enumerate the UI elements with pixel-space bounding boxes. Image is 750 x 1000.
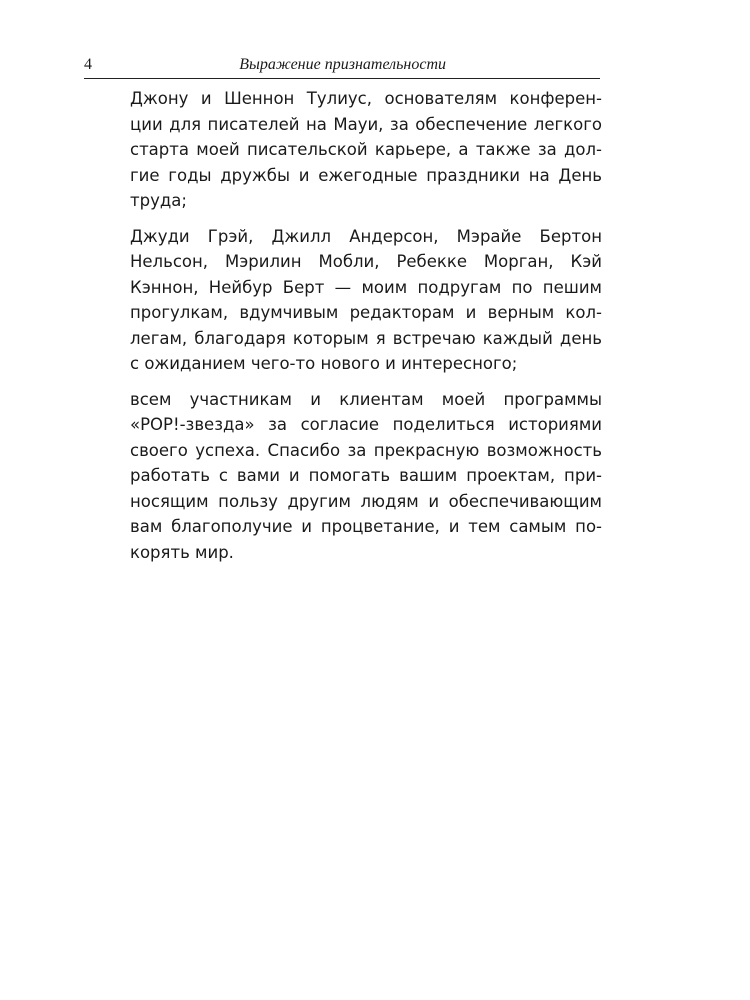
text-line: старта моей писательской карьере, а также за дол-: [130, 140, 602, 159]
text-line: корять мир.: [130, 542, 234, 562]
text-line: вам благополучие и процветание, и тем самым по-: [130, 517, 602, 536]
running-head: [84, 54, 600, 79]
paragraph-john-shannon: [130, 86, 602, 214]
text-line: Кэннон, Нейбур Берт — моим подругам по пешим: [130, 277, 602, 297]
text-line: Джону и Шеннон Тулиус, основателям конферен-: [130, 89, 602, 108]
text-line: прогулкам, вдумчивым редакторам и верным кол-: [130, 303, 602, 322]
text-line: с ожиданием чего-то нового и интересного;: [130, 354, 518, 373]
text-line: своего успеха. Спасибо за прекрасную возможность: [130, 440, 602, 460]
text-line: Джуди Грэй, Джилл Андерсон, Мэрайе Бертон: [130, 226, 602, 246]
text-line: гие годы дружбы и ежегодные праздники на День: [130, 165, 602, 185]
text-line: легам, благодаря которым я встречаю каждый день: [130, 328, 602, 348]
paragraph-participants: [130, 387, 602, 566]
text-line: труда;: [130, 191, 187, 210]
text-line: работать с вами и помогать вашим проектам, при-: [130, 466, 602, 485]
text-line: Нельсон, Мэрилин Мобли, Ребекке Морган, Кэй: [130, 252, 602, 271]
text-line: всем участникам и клиентам моей программы: [130, 389, 602, 409]
body-text: [130, 86, 602, 575]
text-line: носящим пользу другим людям и обеспечивающим: [130, 491, 602, 511]
running-title: Выражение признательности: [239, 56, 446, 73]
text-line: «POP!-звезда» за согласие поделиться историями: [130, 415, 602, 434]
page-number: 4: [84, 56, 92, 73]
paragraph-friends: [130, 224, 602, 377]
text-line: ции для писателей на Мауи, за обеспечение легкого: [130, 114, 602, 134]
